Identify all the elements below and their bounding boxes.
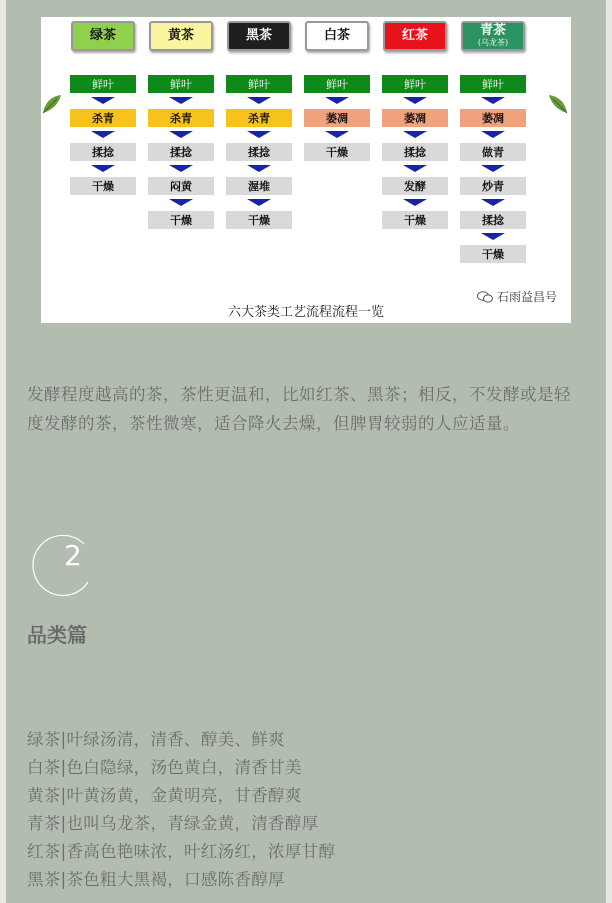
down-arrow-icon [481, 233, 505, 240]
process-step: 渥堆 [226, 177, 292, 195]
tea-type-header [461, 21, 525, 51]
list-item: 绿茶|叶绿汤清，清香、醇美、鲜爽 [27, 730, 285, 749]
process-step: 闷黄 [148, 177, 214, 195]
process-step: 鲜叶 [148, 75, 214, 93]
down-arrow-icon [91, 97, 115, 104]
tea-type-sublabel: (乌龙茶) [477, 37, 509, 47]
down-arrow-icon [481, 97, 505, 104]
list-item: 青茶|也叫乌龙茶，青绿金黄，清香醇厚 [27, 814, 319, 833]
section-title: 品类篇 [27, 623, 87, 647]
process-step: 萎凋 [304, 109, 370, 127]
tea-type-header [71, 21, 135, 51]
down-arrow-icon [169, 199, 193, 206]
process-step: 干燥 [70, 177, 136, 195]
down-arrow-icon [403, 131, 427, 138]
watermark-text: 石雨益昌号 [496, 290, 557, 304]
down-arrow-icon [247, 165, 271, 172]
process-column [69, 21, 137, 195]
process-step: 揉捻 [226, 143, 292, 161]
tea-type-header [305, 21, 369, 51]
tea-type-header [227, 21, 291, 51]
process-step: 萎凋 [460, 109, 526, 127]
figure-caption: 六大茶类工艺流程流程一览 [227, 305, 384, 320]
process-step: 干燥 [304, 143, 370, 161]
section-number: 2 [64, 539, 82, 572]
section-circle-icon [26, 532, 92, 602]
process-step: 干燥 [226, 211, 292, 229]
process-step: 杀青 [148, 109, 214, 127]
down-arrow-icon [169, 97, 193, 104]
list-item: 白茶|色白隐绿，汤色黄白，清香甘美 [27, 758, 302, 777]
down-arrow-icon [325, 131, 349, 138]
process-step: 杀青 [70, 109, 136, 127]
process-step: 鲜叶 [382, 75, 448, 93]
process-step: 鲜叶 [304, 75, 370, 93]
down-arrow-icon [325, 97, 349, 104]
process-column [225, 21, 293, 229]
process-step: 揉捻 [382, 143, 448, 161]
down-arrow-icon [169, 131, 193, 138]
process-step: 揉捻 [70, 143, 136, 161]
list-item: 黄茶|叶黄汤黄，金黄明亮，甘香醇爽 [27, 786, 302, 805]
process-step: 干燥 [148, 211, 214, 229]
fermentation-paragraph: 发酵程度越高的茶，茶性更温和，比如红茶、黑茶；相反，不发酵或是轻度发酵的茶，茶性微寒，适合降火去燥，但脾胃较弱的人应适量。 [27, 385, 571, 433]
process-step: 揉捻 [460, 211, 526, 229]
process-step: 萎凋 [382, 109, 448, 127]
down-arrow-icon [169, 165, 193, 172]
process-step: 揉捻 [148, 143, 214, 161]
process-step: 干燥 [460, 245, 526, 263]
right-frame-border [606, 0, 612, 903]
down-arrow-icon [481, 199, 505, 206]
left-frame-border [0, 0, 6, 903]
leaf-icon [41, 93, 63, 115]
process-step: 发酵 [382, 177, 448, 195]
tea-type-header [149, 21, 213, 51]
down-arrow-icon [91, 131, 115, 138]
category-list [27, 726, 587, 894]
tea-type-label: 黄茶 [167, 27, 194, 43]
process-column [303, 21, 371, 161]
process-step: 做青 [460, 143, 526, 161]
down-arrow-icon [403, 97, 427, 104]
tea-type-label: 红茶 [401, 27, 428, 43]
leaf-icon [547, 93, 569, 115]
down-arrow-icon [403, 165, 427, 172]
tea-process-figure [41, 17, 571, 323]
process-step: 干燥 [382, 211, 448, 229]
list-item: 红茶|香高色艳味浓，叶红汤红，浓厚甘醇 [27, 842, 336, 861]
tea-type-label: 青茶 [479, 23, 506, 39]
process-column [459, 21, 527, 263]
tea-type-label: 黑茶 [245, 27, 272, 43]
tea-type-header [383, 21, 447, 51]
down-arrow-icon [91, 165, 115, 172]
tea-type-label: 白茶 [323, 27, 350, 43]
down-arrow-icon [481, 131, 505, 138]
process-step: 鲜叶 [226, 75, 292, 93]
process-step: 炒青 [460, 177, 526, 195]
list-item: 黑茶|茶色粗大黑褐，口感陈香醇厚 [27, 870, 285, 889]
process-step: 杀青 [226, 109, 292, 127]
process-column [381, 21, 449, 229]
down-arrow-icon [481, 165, 505, 172]
down-arrow-icon [247, 97, 271, 104]
process-step: 鲜叶 [460, 75, 526, 93]
down-arrow-icon [247, 131, 271, 138]
process-column [147, 21, 215, 229]
down-arrow-icon [403, 199, 427, 206]
tea-type-label: 绿茶 [89, 27, 116, 43]
down-arrow-icon [247, 199, 271, 206]
process-step: 鲜叶 [70, 75, 136, 93]
